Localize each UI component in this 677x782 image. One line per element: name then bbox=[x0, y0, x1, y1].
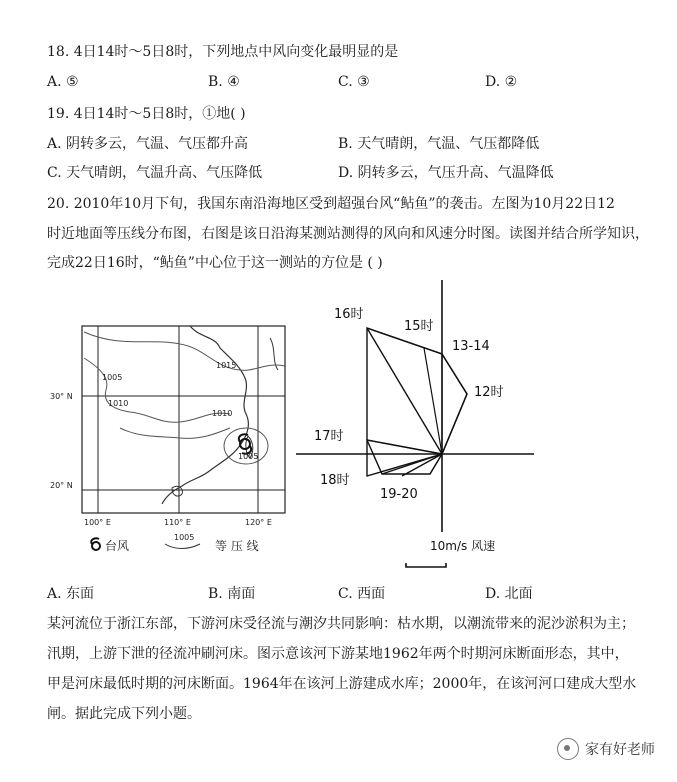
legend-isobar-text: 等 压 线 bbox=[215, 539, 259, 553]
vector-17h bbox=[367, 440, 442, 454]
watermark bbox=[557, 738, 655, 760]
wind-hodograph bbox=[290, 278, 540, 568]
isobar-label-1010-a: 1010 bbox=[108, 399, 129, 408]
q18-option-b: B. ④ bbox=[208, 74, 240, 90]
scale-label: 10m/s 风速 bbox=[430, 539, 496, 553]
passage-line-3: 甲是河床最低时期的河床断面。1964年在该河上游建成水库；2000年，在该河河口建成大型水 bbox=[47, 676, 637, 692]
isobar-1015 bbox=[84, 332, 285, 370]
label-12h: 12时 bbox=[474, 385, 504, 400]
legend-isobar-line bbox=[165, 544, 200, 549]
lon-label-120: 120° E bbox=[245, 518, 272, 527]
legend-typhoon-icon bbox=[91, 538, 100, 550]
passage-line-1: 某河流位于浙江东部，下游河床受径流与潮汐共同影响：枯水期，以潮流带来的泥沙淤积为主； bbox=[47, 616, 635, 632]
passage-line-2: 汛期，上游下泄的径流冲刷河床。图示意该河下游某地1962年两个时期河床断面形态，其中， bbox=[47, 646, 629, 662]
q20-option-c: C. 西面 bbox=[338, 586, 386, 602]
isobar-map bbox=[40, 318, 300, 568]
q20-line-1: 20. 2010年10月下旬，我国东南沿海地区受到超强台风“鲇鱼”的袭击。左图为10月22日12 bbox=[47, 196, 615, 212]
label-13-14h: 13-14 bbox=[452, 339, 490, 354]
isobar-label-1010-b: 1010 bbox=[212, 409, 233, 418]
q18-stem: 18. 4日14时～5日8时，下列地点中风向变化最明显的是 bbox=[47, 44, 399, 60]
q19-option-c: C. 天气晴朗，气温升高、气压降低 bbox=[47, 165, 263, 181]
isobar-label-1005-a: 1005 bbox=[102, 373, 123, 382]
q18-option-a: A. ⑤ bbox=[47, 74, 79, 90]
legend-isobar-value: 1005 bbox=[174, 533, 195, 542]
q18-option-c: C. ③ bbox=[338, 74, 370, 90]
label-17h: 17时 bbox=[314, 429, 344, 444]
q20-option-a: A. 东面 bbox=[47, 586, 95, 602]
isobar-label-1005-b: 1005 bbox=[238, 452, 259, 461]
q20-line-2: 时近地面等压线分布图，右图是该日沿海某测站测得的风向和风速分时图。读图并结合所学知识， bbox=[47, 226, 649, 242]
scale-bar bbox=[406, 563, 446, 567]
isobar-1010-west bbox=[84, 358, 233, 422]
q19-option-d: D. 阴转多云，气压升高、气温降低 bbox=[338, 165, 554, 181]
coastline bbox=[162, 326, 248, 504]
q19-option-a: A. 阴转多云，气温、气压都升高 bbox=[47, 136, 249, 152]
q19-option-b: B. 天气晴朗，气温、气压都降低 bbox=[338, 136, 540, 152]
wechat-icon bbox=[557, 738, 579, 760]
isobar-1010-south bbox=[120, 428, 230, 438]
q20-line-3: 完成22日16时，“鲇鱼”中心位于这一测站的方位是 ( ) bbox=[47, 255, 383, 271]
lon-label-100: 100° E bbox=[84, 518, 111, 527]
lon-label-110: 110° E bbox=[164, 518, 191, 527]
q20-option-b: B. 南面 bbox=[208, 586, 256, 602]
vector-12h bbox=[442, 394, 467, 454]
label-16h: 16时 bbox=[334, 307, 364, 322]
lat-label-20: 20° N bbox=[50, 481, 73, 490]
q20-option-d: D. 北面 bbox=[485, 586, 533, 602]
legend-typhoon-label: 台风 bbox=[105, 539, 130, 553]
label-15h: 15时 bbox=[404, 319, 434, 334]
q19-stem: 19. 4日14时～5日8时，①地( ) bbox=[47, 106, 246, 122]
passage-line-4: 闸。据此完成下列小题。 bbox=[47, 706, 201, 722]
lat-label-30: 30° N bbox=[50, 392, 73, 401]
q18-option-d: D. ② bbox=[485, 74, 518, 90]
label-19-20h: 19-20 bbox=[380, 487, 418, 502]
watermark-text: 家有好老师 bbox=[585, 742, 655, 758]
label-18h: 18时 bbox=[320, 473, 350, 488]
isobar-label-1015: 1015 bbox=[216, 361, 237, 370]
